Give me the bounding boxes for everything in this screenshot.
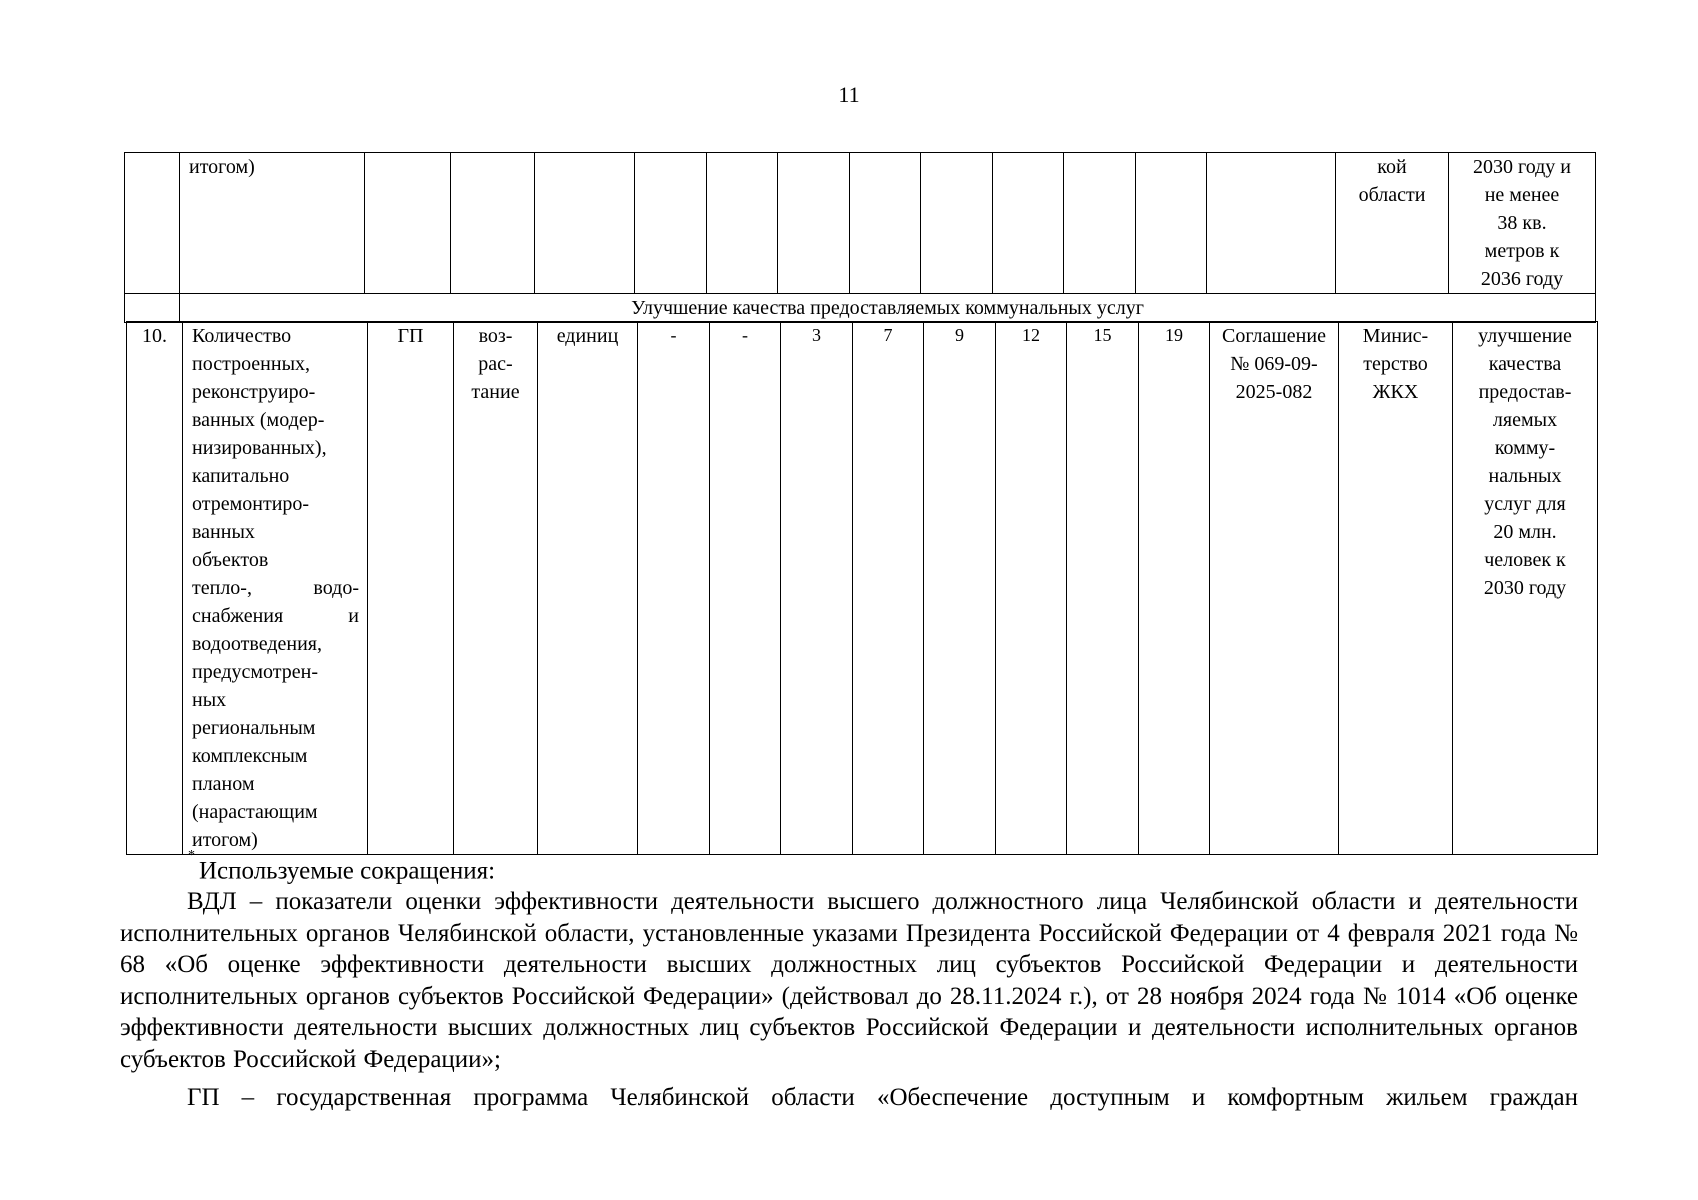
value-cell: 15 [1067,322,1139,855]
indicator-name-line: ных [192,689,227,711]
level-cell: ГП [368,322,454,855]
indicator-name-line: (нарастающим [192,801,318,823]
indicator-name-line: ванных (модер- [192,409,325,431]
section-header-row [125,294,1596,323]
table-row [127,322,1598,855]
trend-cell: воз- рас- тание [454,322,538,855]
indicator-name-lines [192,322,359,574]
base-value-cell: - [638,322,710,855]
indicator-name-line: построенных, [192,353,311,375]
result-cell: улучшение качества предостав- ляемых комму- нальных услуг для 20 млн. человек к 2030 году [1453,322,1598,855]
unit-cell: единиц [538,322,638,855]
indicator-table-continuation [124,152,1596,323]
document-cell: Соглашение № 069-09- 2025-082 [1210,322,1339,855]
vdl-definition: ВДЛ – показатели оценки эффективности деятельности высшего должностного лица Челябинской области и деятельности исполнительных органов Челябинской области, установленные указами Президента Российской Федерации от 4 февраля 2021 года № 68 «Об оценке эффективности деятельности высших должностных лиц субъектов Российской Федерации и деятельности исполнительных органов субъектов Российской Федерации» (действовал до 28.11.2024 г.), от 28 ноября 2024 года № 1014 «Об оценке эффективности деятельности высших должностных лиц субъектов Российской Федерации и деятельности исполнительных органов субъектов Российской Федерации»; [120,888,1578,1073]
indicator-name-line: объектов [192,549,269,571]
indicator-name-line: реконструиро- [192,381,316,403]
abbreviations-heading-text: Используемые сокращения: [199,857,496,885]
abbreviations-heading [188,850,495,887]
indicator-name-line: ванных [192,521,255,543]
value-cell: 7 [853,322,924,855]
indicator-name-tail-lines [192,630,359,854]
indicator-name-line: региональным [192,717,316,739]
indicator-name-line: итогом) [192,829,258,851]
indicator-name-line: Количество [192,325,292,347]
indicator-name-line: водоотведения, [192,633,322,655]
indicator-name-line: низированных), [192,437,327,459]
indicator-name-line: отремонтиро- [192,493,310,515]
value-cell: 9 [924,322,996,855]
section-title: Улучшение качества предоставляемых коммунальных услуг [180,294,1596,323]
result-cell: 2030 году и не менее 38 кв. метров к 2036 году [1449,153,1596,294]
value-cell: 12 [996,322,1067,855]
indicator-name-line: снабжения и [192,605,359,627]
row-number: 10. [127,322,183,855]
value-cell: 3 [781,322,853,855]
indicator-name-cell: итогом) [180,153,365,294]
number-cell [125,153,180,294]
indicator-name [183,322,368,855]
value-cell: 19 [1139,322,1210,855]
indicator-name-line: планом [192,773,255,795]
gp-definition: ГП – государственная программа Челябинской области «Обеспечение доступным и комфортным жильем граждан [187,1084,1578,1111]
page-number: 11 [838,82,860,107]
continued-row [125,153,1596,294]
indicator-name-line: капитально [192,465,290,487]
responsible-cell: Минис- терство ЖКХ [1339,322,1453,855]
indicator-name-line: тепло-, водо- [192,577,359,599]
footnote-marker: * [188,848,195,863]
base-year-cell: - [710,322,781,855]
indicator-name-line: комплексным [192,745,308,767]
responsible-cell: кой области [1336,153,1449,294]
indicator-table [126,321,1598,855]
indicator-name-line: предусмотрен- [192,661,318,683]
